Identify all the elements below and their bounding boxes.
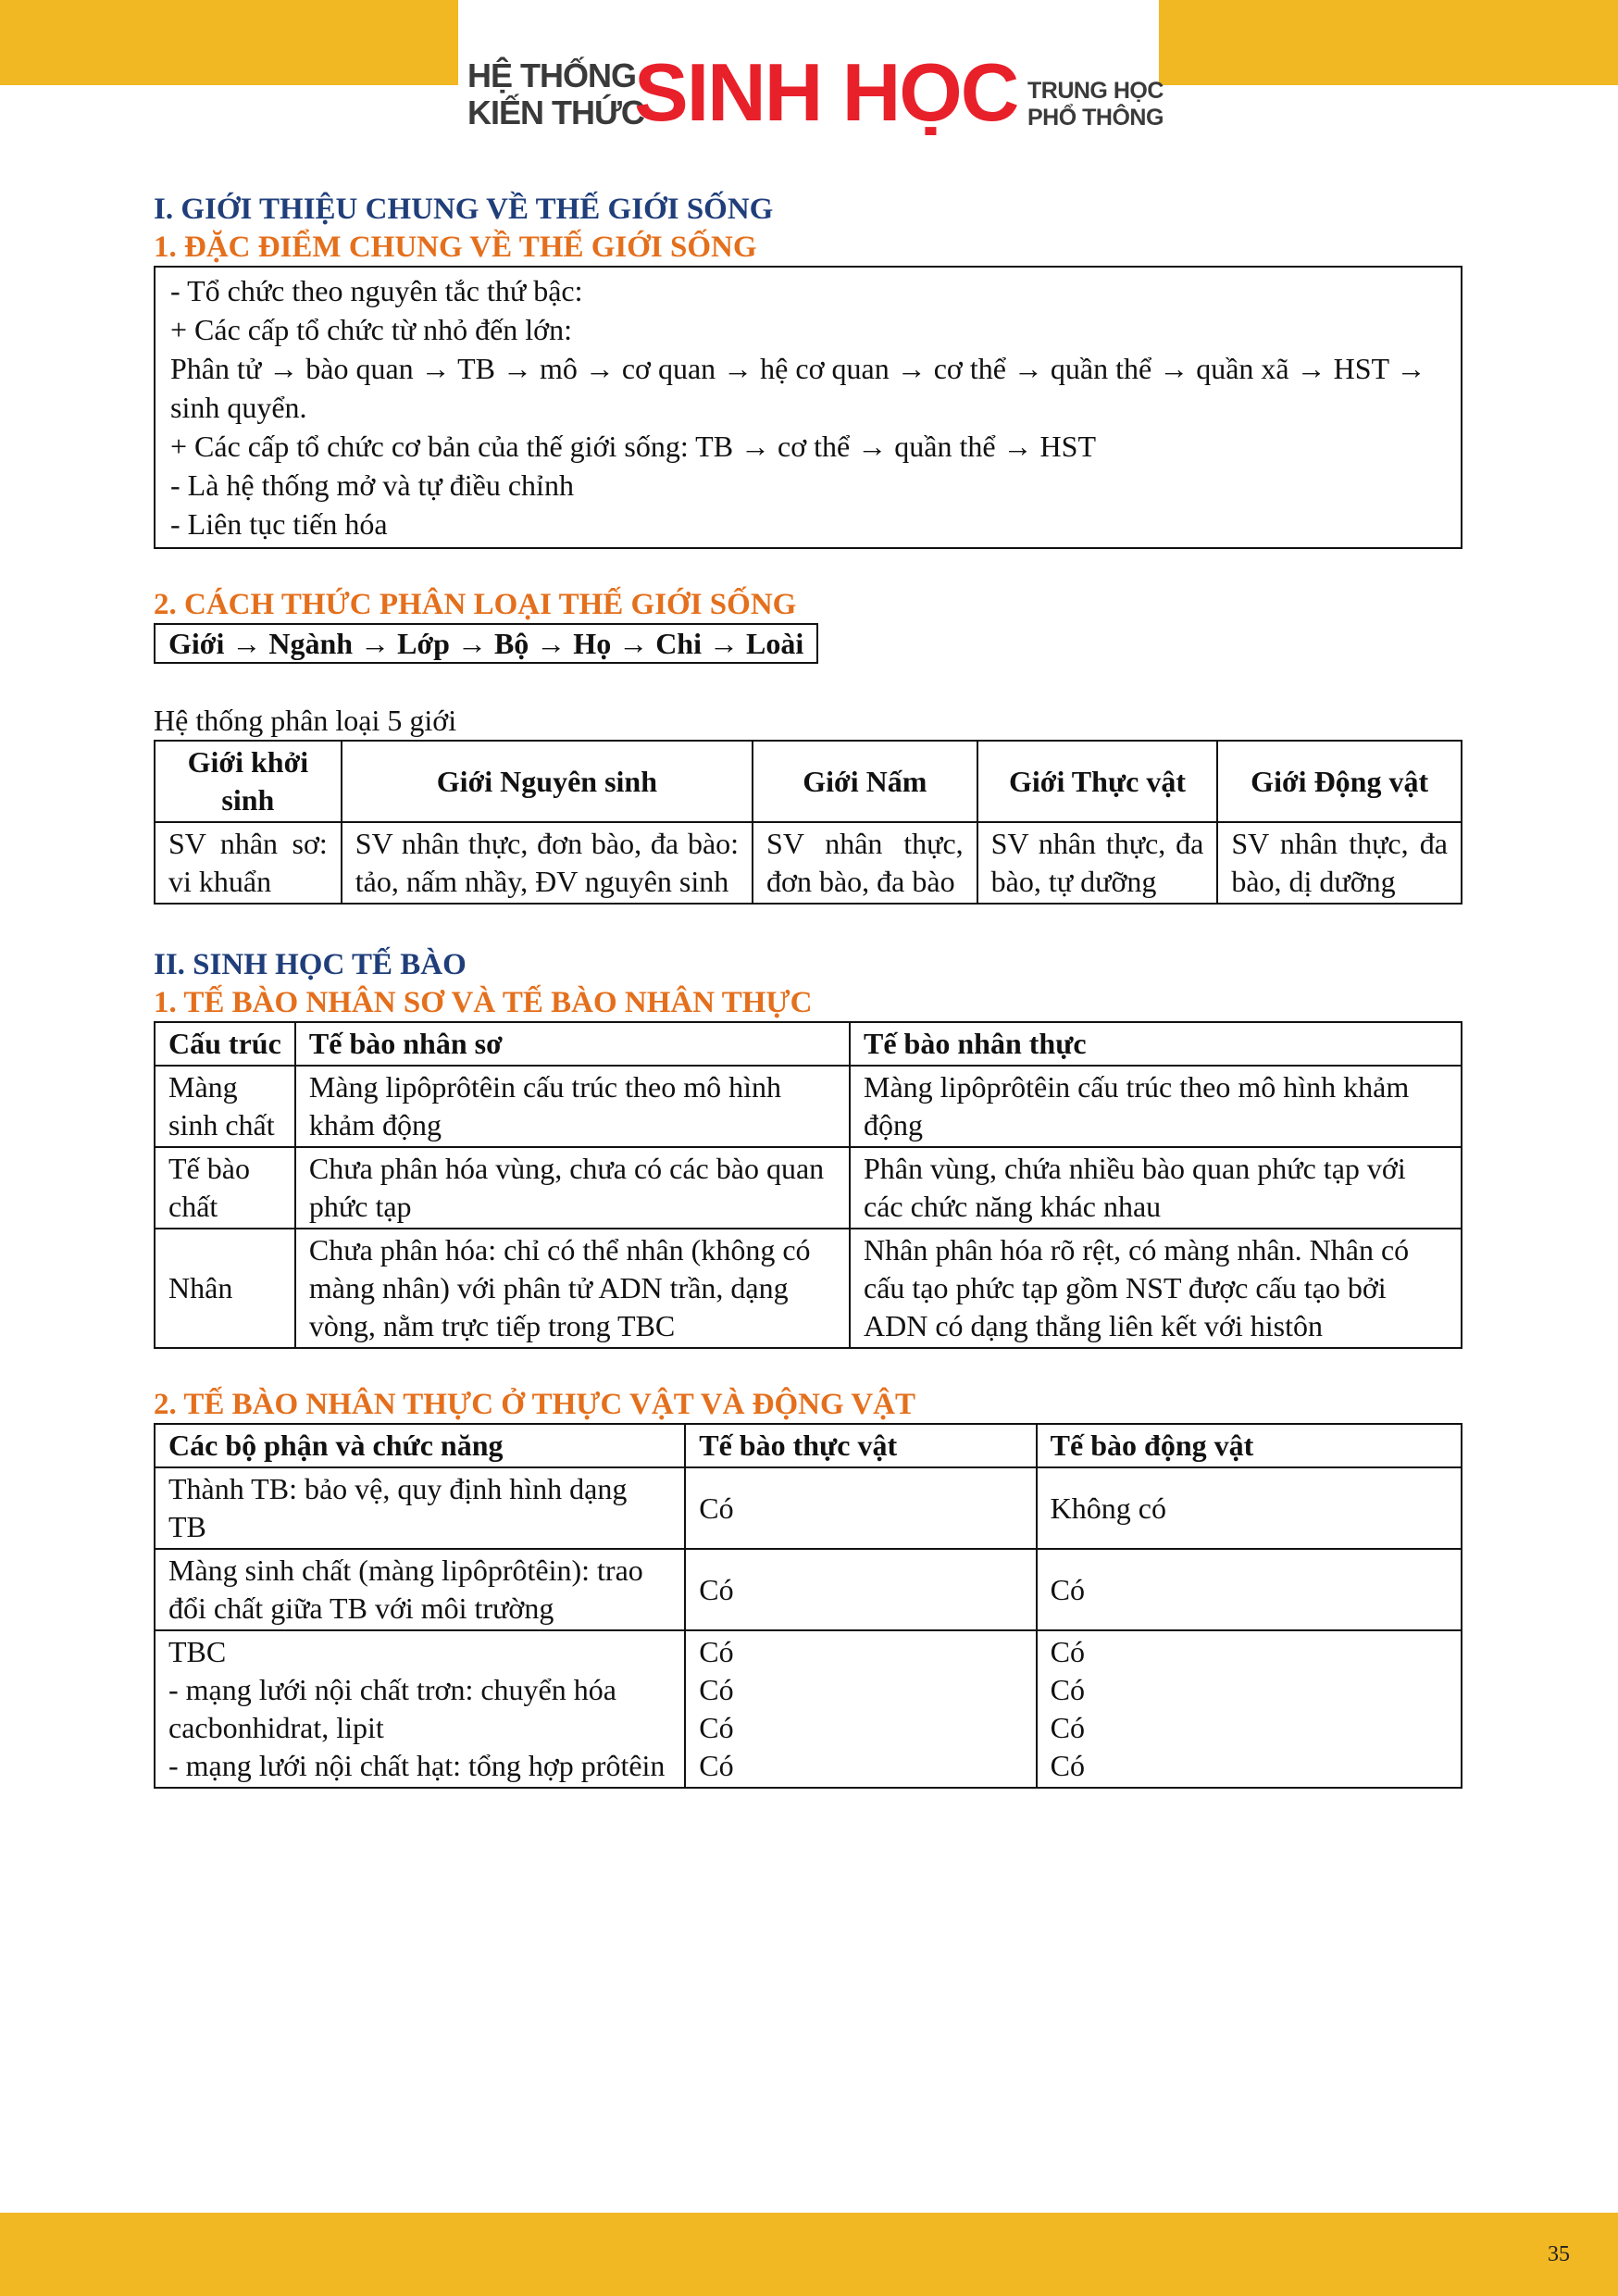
- page-number: 35: [1548, 2242, 1570, 2266]
- table-cell: Chưa phân hóa: chỉ có thể nhân (không có màng nhân) với phân tử ADN trần, dạng vòng, nằm trực tiếp trong TBC: [295, 1229, 850, 1348]
- cell-line: Có: [1050, 1635, 1086, 1668]
- table-cell: [1037, 1467, 1462, 1549]
- logo-right-line1: TRUNG HỌC: [1027, 78, 1164, 104]
- table-header-cell: Giới Nấm: [753, 741, 977, 822]
- table-header-row: [155, 741, 1462, 822]
- table-cell: [155, 1549, 685, 1630]
- table-header-cell: Tế bào động vật: [1037, 1424, 1462, 1467]
- cell-line: Có: [699, 1635, 734, 1668]
- subsection-title: 2. CÁCH THỨC PHÂN LOẠI THẾ GIỚI SỐNG: [154, 588, 797, 621]
- cell-line: Có: [699, 1572, 734, 1606]
- five-kingdoms-table: [154, 740, 1462, 905]
- table-cell: SV nhân thực, đơn bào, đa bào: tảo, nấm nhầy, ĐV nguyên sinh: [342, 822, 753, 904]
- box-line: + Các cấp tổ chức cơ bản của thế giới sống: TB → cơ thể → quần thể → HST: [170, 430, 1096, 463]
- logo-left-text: [467, 56, 644, 131]
- box-line: + Các cấp tổ chức từ nhỏ đến lớn:: [170, 313, 572, 346]
- table-cell: Màng sinh chất: [155, 1066, 295, 1147]
- table-header-cell: Cấu trúc: [155, 1022, 295, 1066]
- box-line: - Là hệ thống mở và tự điều chỉnh: [170, 468, 574, 502]
- table-header-cell: Giới khởi sinh: [155, 741, 342, 822]
- box-line: - Liên tục tiến hóa: [170, 507, 388, 541]
- table-header-row: [155, 1022, 1462, 1066]
- cell-line: Có: [1050, 1711, 1086, 1744]
- table-cell: Tế bào chất: [155, 1147, 295, 1229]
- cell-line: Không có: [1050, 1491, 1166, 1525]
- table-cell: SV nhân thực, đa bào, dị dưỡng: [1217, 822, 1462, 904]
- table-cell: [685, 1549, 1036, 1630]
- table-header-cell: Giới Động vật: [1217, 741, 1462, 822]
- table-cell: Phân vùng, chứa nhiều bào quan phức tạp với các chức năng khác nhau: [850, 1147, 1462, 1229]
- taxonomy-chain: Giới → Ngành → Lớp → Bộ → Họ → Chi → Loài: [154, 623, 818, 664]
- table-caption: Hệ thống phân loại 5 giới: [154, 704, 457, 737]
- table-cell: Nhân: [155, 1229, 295, 1348]
- page-content: [154, 190, 1462, 1789]
- table-header-cell: Các bộ phận và chức năng: [155, 1424, 685, 1467]
- header-band-right: [1159, 0, 1618, 85]
- table-cell: Màng lipôprôtêin cấu trúc theo mô hình khảm động: [850, 1066, 1462, 1147]
- table-header-cell: Tế bào nhân thực: [850, 1022, 1462, 1066]
- cell-line: Có: [699, 1749, 734, 1782]
- cell-line: Có: [1050, 1673, 1086, 1706]
- logo-main-text: SINH HỌC: [634, 46, 1018, 138]
- box-line: - Tổ chức theo nguyên tắc thứ bậc:: [170, 274, 583, 307]
- cell-line: Có: [1050, 1749, 1086, 1782]
- cell-line: Có: [699, 1673, 734, 1706]
- table-cell: Màng lipôprôtêin cấu trúc theo mô hình khảm động: [295, 1066, 850, 1147]
- table-header-cell: Tế bào nhân sơ: [295, 1022, 850, 1066]
- logo-left-line2: KIẾN THỨC: [467, 94, 644, 131]
- table-cell: Nhân phân hóa rõ rệt, có màng nhân. Nhân có cấu tạo phức tạp gồm NST được cấu tạo bởi ADN có dạng thẳng liên kết với histôn: [850, 1229, 1462, 1348]
- cell-line: Màng sinh chất (màng lipôprôtêin): trao đổi chất giữa TB với môi trường: [168, 1554, 643, 1625]
- table-cell: SV nhân thực, đa bào, tự dưỡng: [977, 822, 1218, 904]
- table-row: [155, 1229, 1462, 1348]
- prokaryote-eukaryote-table: [154, 1021, 1462, 1349]
- box-line: Phân tử → bào quan → TB → mô → cơ quan → hệ cơ quan → cơ thể → quần thể → quần xã → HST → sinh quyển.: [170, 352, 1426, 424]
- cell-line: Có: [699, 1711, 734, 1744]
- characteristics-box: [154, 266, 1462, 549]
- table-cell: [155, 1467, 685, 1549]
- table-cell: SV nhân sơ: vi khuẩn: [155, 822, 342, 904]
- table-row: [155, 1147, 1462, 1229]
- table-row: [155, 1467, 1462, 1549]
- table-row: [155, 822, 1462, 904]
- cell-line: Có: [699, 1491, 734, 1525]
- header-band-left: [0, 0, 458, 85]
- table-cell: Chưa phân hóa vùng, chưa có các bào quan phức tạp: [295, 1147, 850, 1229]
- footer-band: [0, 2213, 1618, 2296]
- cell-line: - mạng lưới nội chất hạt: tổng hợp prôtêin: [168, 1749, 666, 1782]
- table-cell: SV nhân thực, đơn bào, đa bào: [753, 822, 977, 904]
- table-header-row: [155, 1424, 1462, 1467]
- logo-right-text: [1027, 78, 1164, 131]
- table-cell: [1037, 1630, 1462, 1788]
- plant-animal-cell-table: [154, 1423, 1462, 1789]
- table-row: [155, 1549, 1462, 1630]
- subsection-title: 1. TẾ BÀO NHÂN SƠ VÀ TẾ BÀO NHÂN THỰC: [154, 986, 813, 1019]
- table-row: [155, 1066, 1462, 1147]
- subsection-title: 2. TẾ BÀO NHÂN THỰC Ở THỰC VẬT VÀ ĐỘNG VẬT: [154, 1388, 916, 1421]
- cell-line: - mạng lưới nội chất trơn: chuyển hóa cacbonhidrat, lipit: [168, 1673, 616, 1744]
- logo-right-line2: PHỔ THÔNG: [1027, 105, 1164, 131]
- logo-left-line1: HỆ THỐNG: [467, 56, 637, 94]
- table-cell: [685, 1467, 1036, 1549]
- table-header-cell: Giới Nguyên sinh: [342, 741, 753, 822]
- table-cell: [155, 1630, 685, 1788]
- cell-line: Có: [1050, 1572, 1086, 1606]
- table-header-cell: Giới Thực vật: [977, 741, 1218, 822]
- table-cell: [685, 1630, 1036, 1788]
- table-header-cell: Tế bào thực vật: [685, 1424, 1036, 1467]
- cell-line: TBC: [168, 1635, 227, 1668]
- section-title: I. GIỚI THIỆU CHUNG VỀ THẾ GIỚI SỐNG: [154, 193, 774, 226]
- section-title: II. SINH HỌC TẾ BÀO: [154, 948, 467, 981]
- table-row: [155, 1630, 1462, 1788]
- table-cell: [1037, 1549, 1462, 1630]
- cell-line: Thành TB: bảo vệ, quy định hình dạng TB: [168, 1472, 628, 1543]
- header-logo: [467, 46, 1171, 146]
- subsection-title: 1. ĐẶC ĐIỂM CHUNG VỀ THẾ GIỚI SỐNG: [154, 231, 757, 264]
